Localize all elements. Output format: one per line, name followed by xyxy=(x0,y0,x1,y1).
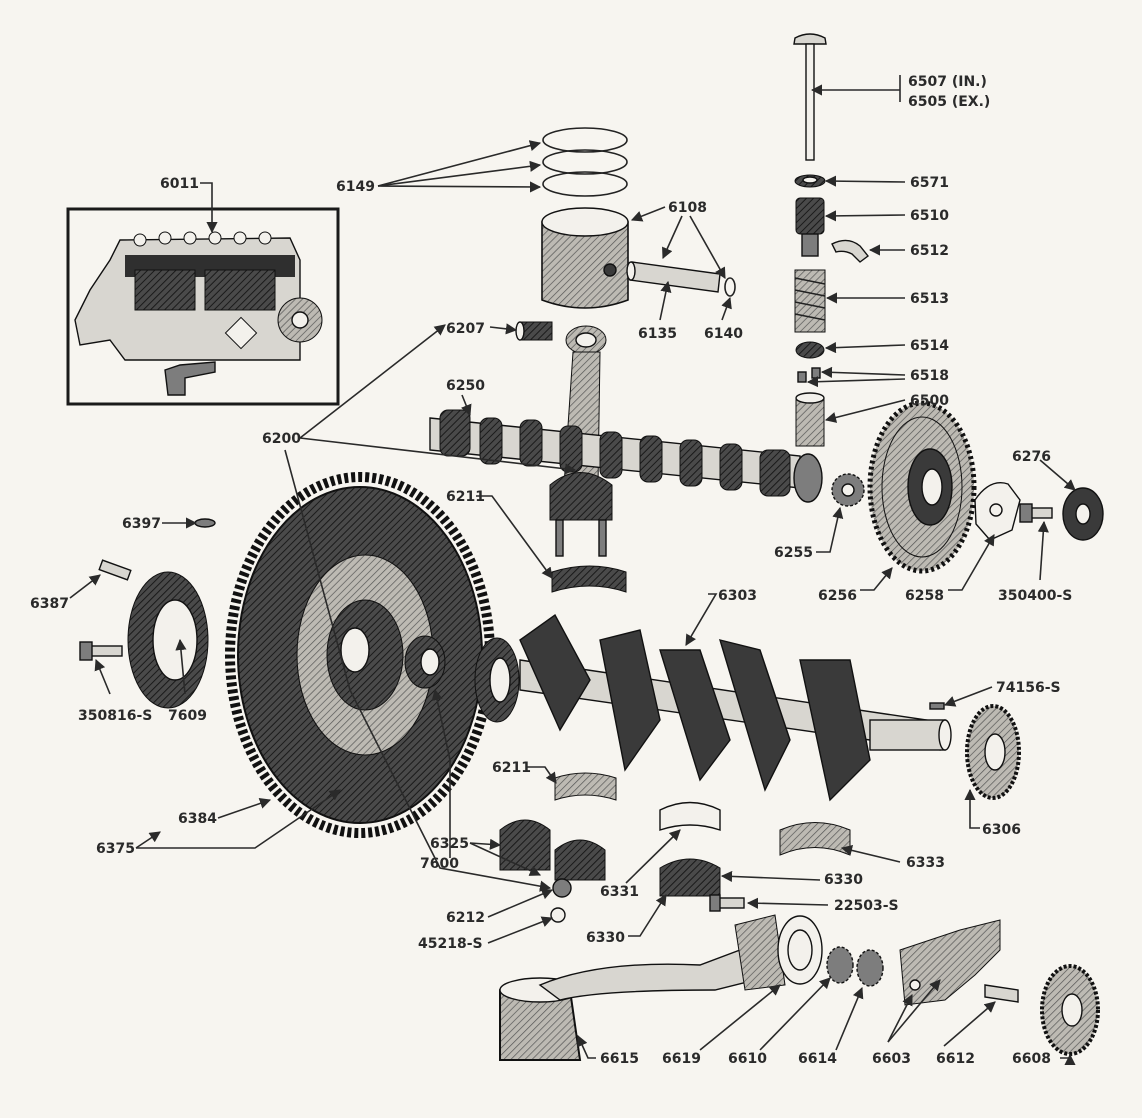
label-6507: 6507 (IN.) xyxy=(908,74,987,90)
label-6258: 6258 xyxy=(905,588,944,604)
label-6306: 6306 xyxy=(982,822,1021,838)
label-6330-left: 6330 xyxy=(586,930,625,946)
crankshaft xyxy=(520,615,951,800)
piston xyxy=(542,208,628,308)
valve-guide xyxy=(796,198,824,256)
camshaft xyxy=(430,410,822,502)
piston-rings xyxy=(543,128,627,196)
piston-pin-retainer xyxy=(725,278,735,296)
label-6514: 6514 xyxy=(910,338,949,354)
label-6331: 6331 xyxy=(600,884,639,900)
label-6500: 6500 xyxy=(910,393,949,409)
label-7609: 7609 xyxy=(168,708,207,724)
valve-keys xyxy=(798,368,820,382)
oil-pump-gear-driven xyxy=(827,947,853,983)
label-6200: 6200 xyxy=(262,431,301,447)
camshaft-gear-washer xyxy=(1063,488,1103,540)
flywheel-housing-plate xyxy=(128,572,208,708)
label-6510: 6510 xyxy=(910,208,949,224)
oil-pump-gasket xyxy=(778,916,822,984)
label-6211-bottom: 6211 xyxy=(492,760,531,776)
label-6135: 6135 xyxy=(638,326,677,342)
main-bearing-rear xyxy=(780,823,850,856)
oil-pump-shaft xyxy=(985,985,1018,1002)
crankshaft-gear xyxy=(967,706,1019,798)
label-6108: 6108 xyxy=(668,200,707,216)
label-45218-S: 45218-S xyxy=(418,936,483,952)
main-bearing-bolt xyxy=(710,895,744,911)
label-6250: 6250 xyxy=(446,378,485,394)
camshaft-gear xyxy=(870,403,974,571)
flywheel-dowel xyxy=(99,560,131,580)
label-6256: 6256 xyxy=(818,588,857,604)
label-6610: 6610 xyxy=(728,1051,767,1067)
valve xyxy=(794,34,826,160)
label-350816-S: 350816-S xyxy=(78,708,153,724)
label-6384: 6384 xyxy=(178,811,217,827)
label-22503-S: 22503-S xyxy=(834,898,899,914)
label-6603: 6603 xyxy=(872,1051,911,1067)
oil-pump-gear-drive xyxy=(857,950,883,986)
flywheel xyxy=(238,487,482,823)
timing-pin xyxy=(195,519,215,527)
valve-tappet xyxy=(796,393,824,446)
label-6612: 6612 xyxy=(936,1051,975,1067)
label-74156-S: 74156-S xyxy=(996,680,1061,696)
label-6615: 6615 xyxy=(600,1051,639,1067)
label-6330-right: 6330 xyxy=(824,872,863,888)
main-bearing-nut xyxy=(551,879,571,922)
crankshaft-key xyxy=(930,703,944,709)
label-6397: 6397 xyxy=(122,516,161,532)
label-350400-S: 350400-S xyxy=(998,588,1073,604)
label-6387: 6387 xyxy=(30,596,69,612)
label-6614: 6614 xyxy=(798,1051,837,1067)
flywheel-bolt xyxy=(80,642,122,660)
label-6212: 6212 xyxy=(446,910,485,926)
label-6303: 6303 xyxy=(718,588,757,604)
oil-pump-tube xyxy=(540,915,785,1000)
label-7600: 7600 xyxy=(420,856,459,872)
label-6619: 6619 xyxy=(662,1051,701,1067)
valve-guide-clip xyxy=(832,240,868,262)
camshaft-bolt xyxy=(1020,504,1052,522)
label-6011: 6011 xyxy=(160,176,199,192)
valve-spring-seat xyxy=(796,342,824,358)
valve-assembly xyxy=(794,34,868,446)
engine-block-inset xyxy=(68,209,338,404)
main-bearing-cap-front xyxy=(500,820,605,880)
label-6276: 6276 xyxy=(1012,449,1051,465)
valve-spring-retainer xyxy=(795,175,825,187)
clutch-pilot-bearing xyxy=(405,636,445,688)
label-6608: 6608 xyxy=(1012,1051,1051,1067)
camshaft-thrust-plate xyxy=(975,483,1020,540)
label-6375: 6375 xyxy=(96,841,135,857)
piston-pin xyxy=(627,262,720,292)
camshaft-gear-small xyxy=(832,474,864,506)
label-6571: 6571 xyxy=(910,175,949,191)
connecting-rod-bushing xyxy=(516,322,552,340)
crankshaft-oil-seal xyxy=(475,638,519,722)
label-6211-top: 6211 xyxy=(446,489,485,505)
main-bearing-cap-center xyxy=(660,803,720,897)
label-6140: 6140 xyxy=(704,326,743,342)
label-6255: 6255 xyxy=(774,545,813,561)
label-6505: 6505 (EX.) xyxy=(908,94,991,110)
label-6512: 6512 xyxy=(910,243,949,259)
connecting-rod-bearing xyxy=(555,773,616,800)
label-6149: 6149 xyxy=(336,179,375,195)
label-6325: 6325 xyxy=(430,836,469,852)
label-6518: 6518 xyxy=(910,368,949,384)
oil-pump-drive-gear xyxy=(1042,966,1098,1054)
connecting-rod-bearing-lower xyxy=(552,566,626,592)
label-6333: 6333 xyxy=(906,855,945,871)
label-6513: 6513 xyxy=(910,291,949,307)
valve-spring xyxy=(795,270,825,332)
label-6207: 6207 xyxy=(446,321,485,337)
